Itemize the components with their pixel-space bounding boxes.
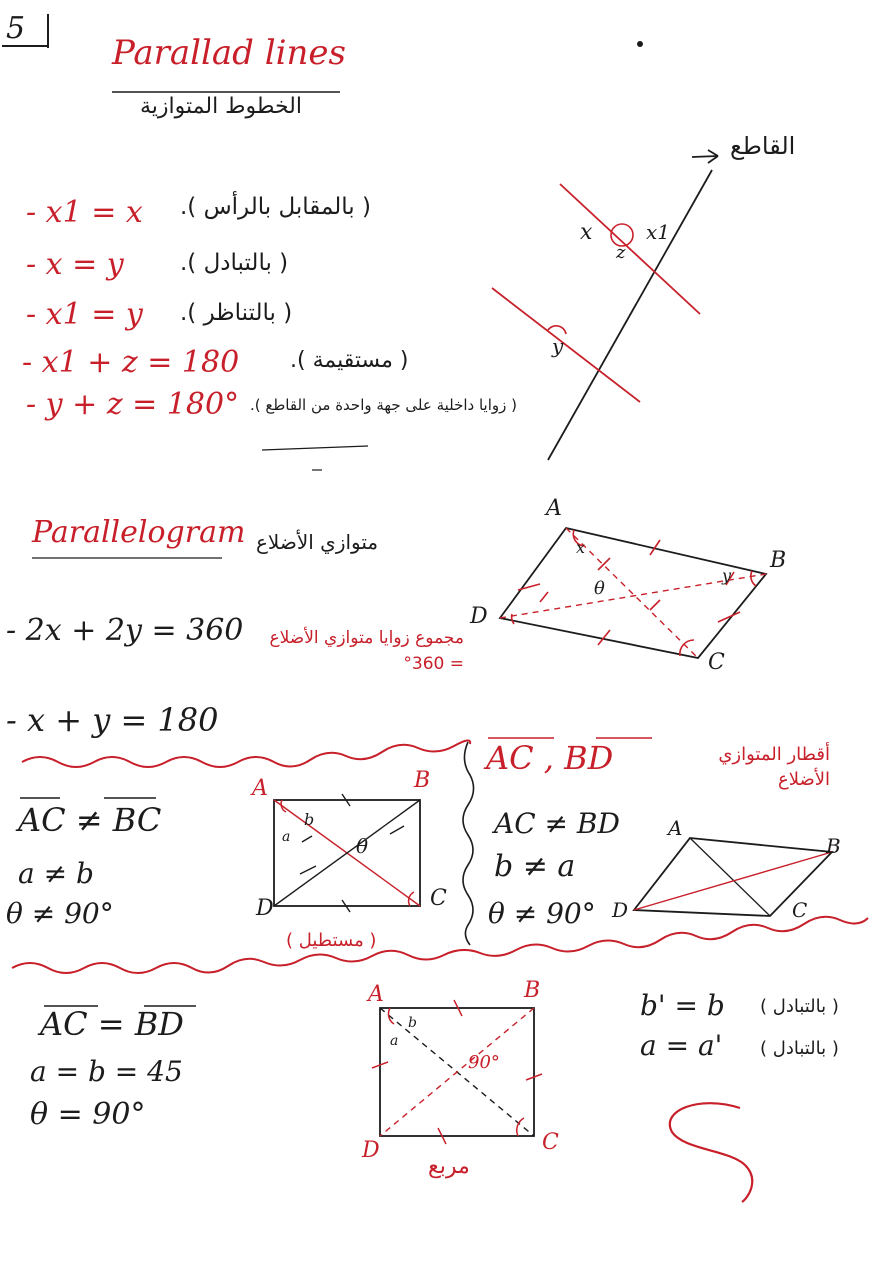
rectangle-label: ( مستطيل ) — [286, 930, 377, 951]
parallelogram-eq1-note: مجموع زوايا متوازي الأضلاع = 360° — [269, 628, 464, 674]
parallelogram-vertex-a: A — [546, 496, 562, 521]
wavy-separator-1 — [22, 740, 470, 767]
parallelogram-angle-theta: θ — [594, 578, 605, 599]
angle-label-y: y — [552, 334, 564, 358]
page-title-ar: الخطوط المتوازية — [140, 94, 302, 119]
parallelogram-diagonal-ac — [566, 528, 698, 658]
square-vertex-b: B — [524, 978, 541, 1003]
square-rule2-reason: ( بالتبادل ) — [760, 1038, 839, 1059]
rectangle-eq2: a ≠ b — [18, 857, 94, 890]
diagonals-note: أقطار المتوازي الأضلاع — [718, 744, 830, 791]
wavy-separator-2 — [12, 917, 868, 973]
square-vertex-c: C — [542, 1130, 559, 1155]
rectangle-angle-b: b — [304, 810, 315, 829]
parallel-line-1 — [560, 184, 700, 314]
transversal-line — [548, 170, 712, 460]
parallelogram-vertex-b: B — [770, 548, 787, 573]
square-angle-a: a — [390, 1033, 399, 1049]
rectangle-vertex-a: A — [252, 776, 268, 801]
parallelogram-vertex-c: C — [708, 650, 725, 675]
rule-2-eq: - x = y — [26, 247, 124, 282]
vertical-divider — [463, 742, 474, 945]
square-eq3: θ = 90° — [30, 1097, 146, 1132]
parallelogram-angle-y: y — [722, 566, 732, 585]
parallel-line-2 — [492, 288, 640, 402]
page-title: Parallad lines — [112, 33, 346, 73]
diagonals-vertex-a: A — [668, 816, 683, 840]
diagonals-vertex-c: C — [792, 898, 808, 922]
closing-squiggle — [670, 1103, 752, 1202]
rule-5-reason: ( زوايا داخلية على جهة واحدة من القاطع ). — [250, 396, 518, 414]
square-vertex-d: D — [362, 1138, 380, 1163]
square-angle-theta: 90° — [468, 1052, 500, 1073]
diagonal-ac — [690, 838, 770, 916]
rectangle-eq3: θ ≠ 90° — [6, 897, 114, 930]
square-eq1: AC = BD — [40, 1005, 184, 1043]
rule-3-eq: - x1 = y — [26, 297, 143, 332]
square-label: مربع — [428, 1154, 470, 1179]
rule-5-eq: - y + z = 180° — [26, 387, 240, 422]
square-vertex-a: A — [368, 982, 384, 1007]
rule-1-eq: - x1 = x — [26, 195, 143, 230]
diagonals-vertex-b: B — [826, 834, 841, 858]
rule-1-reason: ( بالمقابل بالرأس ). — [180, 194, 371, 220]
rectangle-eq1: AC ≠ BC — [18, 801, 162, 839]
parallelogram-vertex-d: D — [470, 604, 488, 629]
square-rule1: b' = b — [640, 989, 725, 1022]
rectangle-vertex-b: B — [414, 768, 431, 793]
transversal-arrow — [692, 156, 718, 157]
diagonals-title: AC , BD — [486, 739, 614, 777]
rectangle-vertex-c: C — [430, 886, 447, 911]
parallelogram-angle-x: x — [576, 538, 586, 557]
angle-label-x1: x1 — [646, 220, 671, 244]
parallelogram-shape — [500, 528, 766, 658]
ink-dot — [637, 41, 643, 47]
transversal-label: القاطع — [730, 132, 796, 160]
square-rule2: a = a' — [640, 1029, 723, 1062]
parallelogram-title: Parallelogram — [32, 515, 246, 550]
square-eq2: a = b = 45 — [30, 1055, 183, 1088]
diagonals-eq2: b ≠ a — [494, 849, 576, 884]
square-angle-b: b — [408, 1015, 417, 1031]
rectangle-angle-a: a — [282, 829, 291, 845]
rule-4-eq: - x1 + z = 180 — [22, 345, 240, 380]
square-rule1-reason: ( بالتبادل ) — [760, 996, 839, 1017]
rectangle-angle-theta: θ — [356, 834, 369, 858]
parallelogram-eq1: - 2x + 2y = 360 — [6, 613, 244, 648]
parallelogram-title-ar: متوازي الأضلاع — [256, 530, 379, 554]
rule-4-reason: ( مستقيمة ). — [290, 348, 409, 373]
page-number: 5 — [6, 11, 26, 46]
diagonals-eq1: AC ≠ BD — [494, 807, 620, 840]
rectangle-vertex-d: D — [256, 896, 274, 921]
parallelogram-eq2: - x + y = 180 — [6, 701, 219, 739]
diagonals-eq3: θ ≠ 90° — [488, 897, 596, 930]
diagonals-vertex-d: D — [612, 898, 629, 922]
rule-3-reason: ( بالتناظر ). — [180, 300, 293, 326]
rule-2-reason: ( بالتبادل ). — [180, 250, 289, 276]
angle-label-x: x — [580, 220, 593, 245]
angle-label-z: z — [616, 242, 626, 263]
